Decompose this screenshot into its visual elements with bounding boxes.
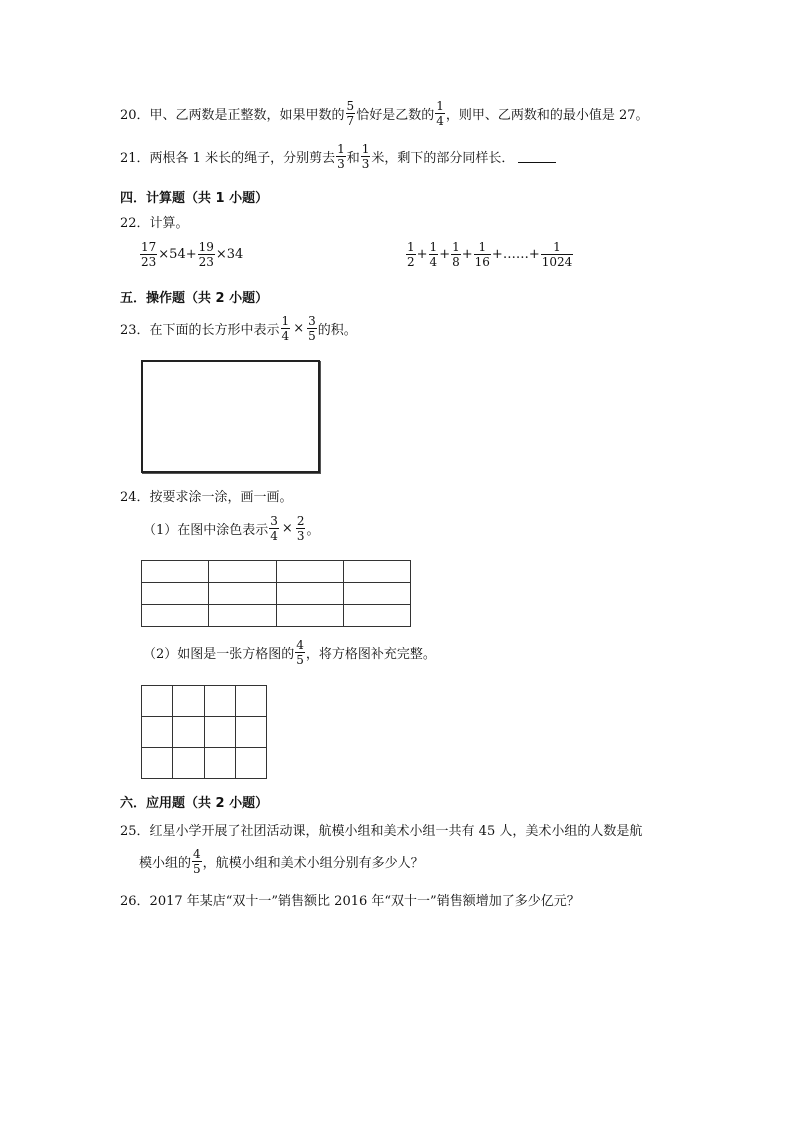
q21-lead: 21．两根各 1 米长的绳子，分别剪去 [120, 151, 336, 166]
q20-fraction-1 [346, 100, 356, 127]
plus-sign: + [439, 247, 451, 262]
q24-grid-4x3-partial[interactable] [141, 685, 267, 779]
section-5-heading: 五．操作题（共 2 小题） [120, 291, 269, 306]
fraction-numerator: 3 [308, 314, 316, 328]
plus-sign: + [461, 247, 473, 262]
q22-e2-fraction-5 [541, 241, 574, 268]
fraction-numerator: 2 [296, 514, 305, 528]
grid-cell[interactable] [209, 583, 276, 605]
fraction-numerator: 1 [337, 142, 345, 156]
q24-part-2 [143, 639, 436, 666]
q24-p2-lead: （2）如图是一张方格图的 [143, 647, 295, 662]
question-22-label: 22．计算。 [120, 216, 189, 231]
question-25-line-2 [139, 848, 424, 875]
q22-e2-fraction-1 [406, 241, 416, 268]
q22-e2-fraction-4 [474, 241, 491, 268]
q25-fraction [192, 848, 202, 875]
grid-cell[interactable] [235, 717, 266, 748]
question-26: 26．2017 年某店“双十一”销售额比 2016 年“双十一”销售额增加了多少亿元？ [120, 894, 580, 909]
fraction-numerator: 5 [346, 99, 355, 113]
question-20 [120, 100, 649, 127]
q24-p1-lead: （1）在图中涂色表示 [143, 523, 269, 538]
q24-p1-fraction-2 [296, 515, 306, 542]
q21-tail: 米，剩下的部分同样长． [371, 151, 515, 166]
q20-mid: 恰好是乙数的 [356, 108, 435, 123]
grid-cell[interactable] [173, 717, 204, 748]
q21-fraction-2 [361, 143, 371, 170]
fraction-denominator: 5 [193, 862, 201, 876]
fraction-numerator: 3 [270, 514, 278, 528]
q22-e1-fraction-2 [198, 241, 215, 268]
fraction-numerator: 1 [478, 240, 487, 254]
fraction-denominator: 4 [436, 114, 444, 128]
fraction-denominator: 2 [407, 255, 415, 269]
q23-fraction-2 [307, 315, 317, 342]
q20-fraction-2 [435, 100, 445, 127]
grid-cell[interactable] [343, 583, 410, 605]
grid-cell[interactable] [142, 717, 173, 748]
fraction-denominator: 8 [452, 255, 460, 269]
section-6-heading: 六．应用题（共 2 小题） [120, 796, 269, 811]
fraction-denominator: 3 [361, 157, 370, 171]
fraction-numerator: 4 [193, 847, 201, 861]
q24-grid-4x3[interactable] [141, 560, 411, 627]
q23-rectangle[interactable] [141, 360, 320, 473]
ellipsis-sum: +……+ [491, 247, 540, 262]
fraction-numerator: 1 [361, 142, 370, 156]
q23-fraction-1 [281, 315, 291, 342]
grid-cell[interactable] [142, 686, 173, 717]
grid-cell[interactable] [276, 561, 343, 583]
fraction-numerator: 1 [407, 240, 415, 254]
fraction-denominator: 4 [429, 255, 438, 269]
q22-expression-1 [139, 241, 243, 268]
grid-cell[interactable] [343, 605, 410, 627]
q21-fraction-1 [336, 143, 346, 170]
grid-cell[interactable] [235, 686, 266, 717]
question-21 [120, 143, 556, 170]
q22-e1-part-1: ×54+ [158, 247, 197, 262]
q23-tail: 的积。 [317, 323, 357, 338]
fraction-numerator: 1 [452, 240, 460, 254]
grid-cell[interactable] [204, 717, 235, 748]
q24-p1-tail: 。 [306, 523, 320, 538]
times-sign: × [293, 321, 305, 336]
grid-cell[interactable] [142, 561, 209, 583]
fraction-denominator: 5 [308, 329, 316, 343]
question-23 [120, 315, 357, 342]
fraction-numerator: 17 [141, 240, 157, 254]
fraction-denominator: 23 [141, 255, 157, 269]
fraction-numerator: 1 [553, 240, 561, 254]
grid-cell[interactable] [209, 561, 276, 583]
q24-p2-fraction-1 [295, 639, 305, 666]
fraction-numerator: 4 [296, 638, 304, 652]
grid-cell[interactable] [173, 686, 204, 717]
q22-e2-fraction-2 [429, 241, 439, 268]
fraction-denominator: 3 [337, 157, 345, 171]
q24-p1-fraction-1 [269, 515, 279, 542]
fraction-denominator: 4 [281, 329, 290, 343]
plus-sign: + [416, 247, 428, 262]
q25-lead: 模小组的 [139, 856, 192, 871]
q23-lead: 23．在下面的长方形中表示 [120, 323, 280, 338]
grid-cell[interactable] [343, 561, 410, 583]
fraction-numerator: 1 [436, 99, 444, 113]
fraction-numerator: 1 [281, 314, 290, 328]
fraction-denominator: 1024 [541, 255, 573, 269]
fraction-numerator: 19 [198, 240, 214, 254]
fraction-denominator: 5 [296, 653, 304, 667]
grid-cell[interactable] [142, 583, 209, 605]
q20-tail: ，则甲、乙两数和的最小值是 27。 [445, 108, 649, 123]
q22-e1-part-2: ×34 [215, 247, 244, 262]
grid-cell[interactable] [142, 748, 173, 779]
fraction-denominator: 7 [346, 114, 355, 128]
q22-expression-2 [405, 241, 574, 268]
grid-cell[interactable] [204, 748, 235, 779]
fraction-numerator: 1 [429, 240, 438, 254]
q24-part-1 [143, 515, 319, 542]
fraction-denominator: 16 [474, 255, 490, 269]
fraction-denominator: 4 [270, 529, 278, 543]
grid-cell[interactable] [276, 583, 343, 605]
q20-lead: 20．甲、乙两数是正整数，如果甲数的 [120, 108, 345, 123]
grid-cell[interactable] [235, 748, 266, 779]
fraction-denominator: 3 [296, 529, 305, 543]
question-25-line-1: 25．红星小学开展了社团活动课，航模小组和美术小组一共有 45 人，美术小组的人数是航 [120, 824, 643, 839]
answer-blank[interactable] [518, 150, 556, 163]
q21-mid: 和 [346, 151, 360, 166]
section-4-heading: 四．计算题（共 1 小题） [120, 191, 269, 206]
fraction-denominator: 23 [198, 255, 214, 269]
grid-cell[interactable] [276, 605, 343, 627]
grid-cell[interactable] [209, 605, 276, 627]
q25-tail: ，航模小组和美术小组分别有多少人？ [202, 856, 424, 871]
times-sign: × [281, 521, 293, 536]
q22-e2-fraction-3 [451, 241, 461, 268]
q22-e1-fraction-1 [140, 241, 157, 268]
grid-cell[interactable] [173, 748, 204, 779]
question-24-label: 24．按要求涂一涂，画一画。 [120, 490, 293, 505]
q24-p2-tail: ，将方格图补充完整。 [305, 647, 436, 662]
grid-cell[interactable] [204, 686, 235, 717]
grid-cell[interactable] [142, 605, 209, 627]
